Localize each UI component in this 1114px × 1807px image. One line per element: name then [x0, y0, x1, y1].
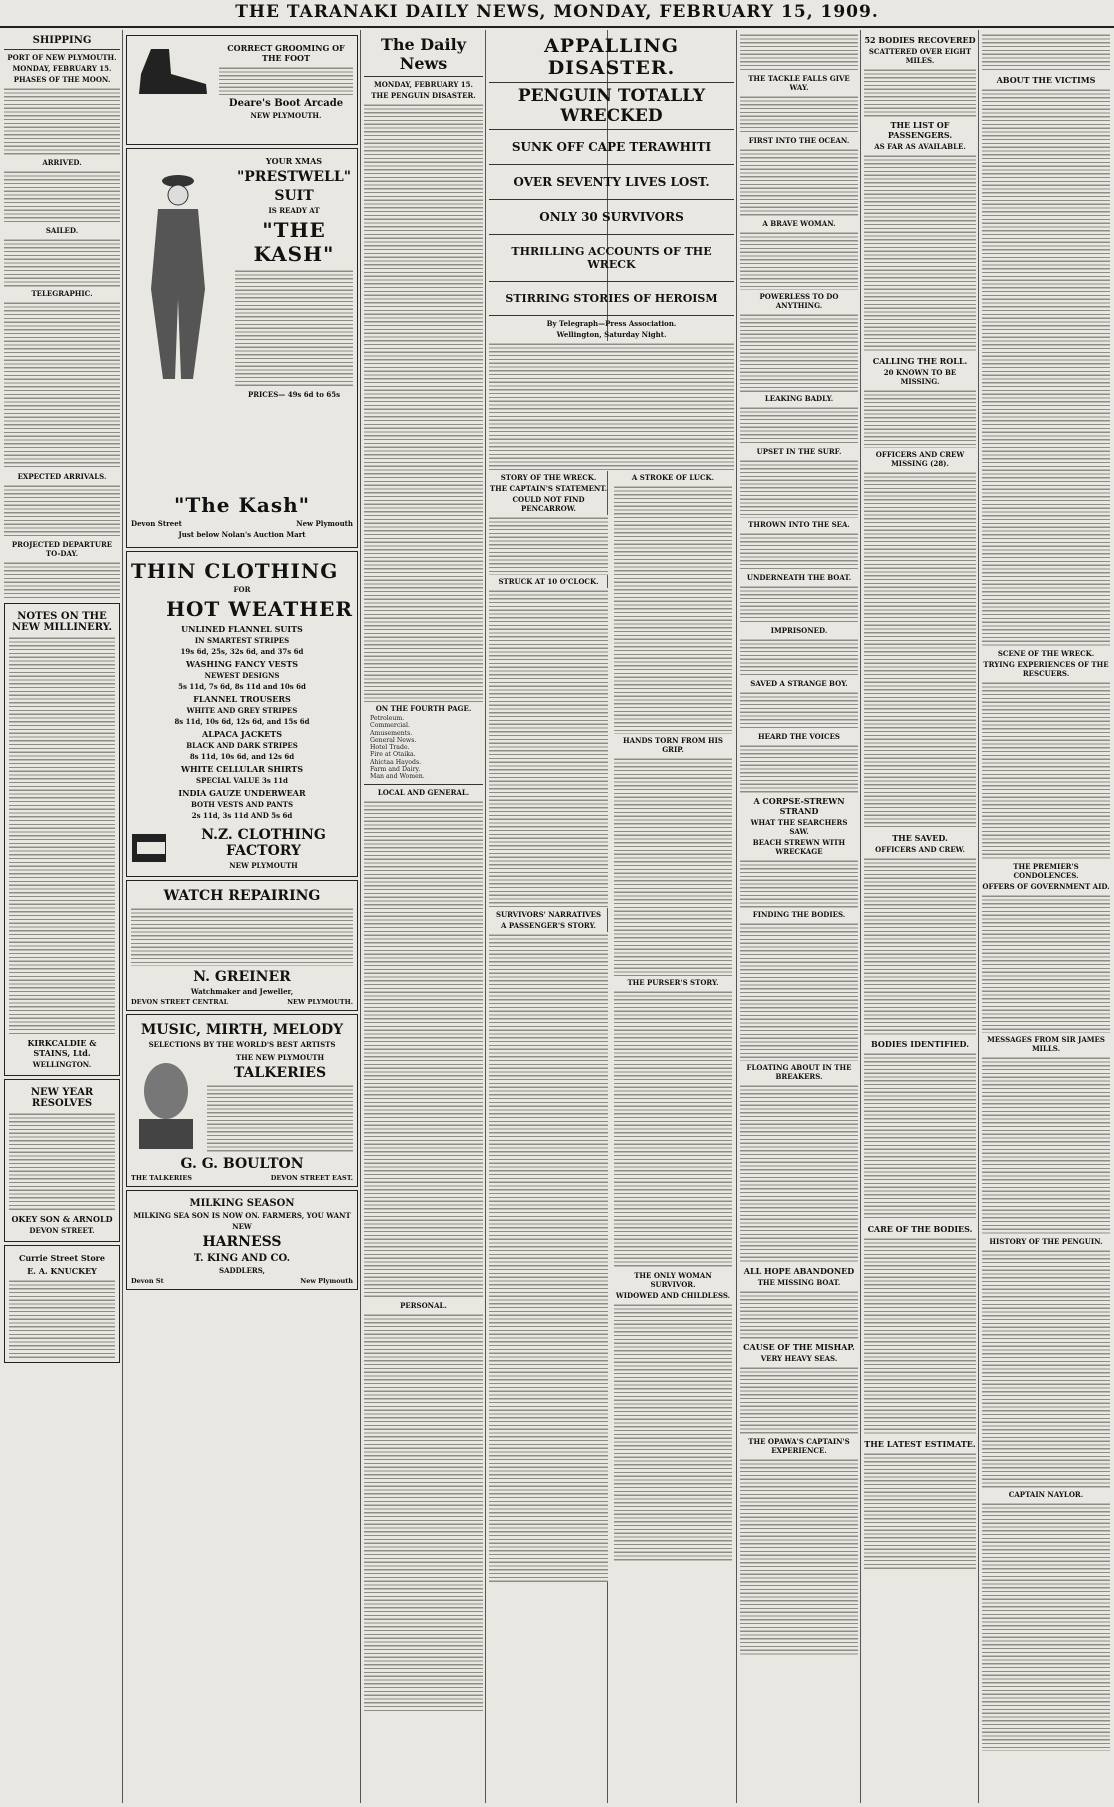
column-rule: [485, 30, 486, 1803]
subheading: SELECTIONS BY THE WORLD'S BEST ARTISTS: [148, 1040, 336, 1049]
divider: [364, 784, 483, 785]
text-block: [864, 856, 976, 1036]
column-shipping: [4, 32, 120, 1801]
item-sub: BOTH VESTS AND PANTS: [190, 800, 294, 809]
list-item: Commercial.: [370, 722, 410, 730]
paper-title: The Daily News: [381, 35, 466, 73]
text-block: [4, 483, 120, 538]
subheading: PERSONAL.: [400, 1300, 447, 1310]
column-rule: [736, 30, 737, 1803]
list-item: General News.: [370, 736, 417, 744]
headline: CARE OF THE BODIES.: [867, 1224, 973, 1234]
item-heading: FLANNEL TROUSERS: [193, 694, 291, 704]
item-sub: BLACK AND DARK STRIPES: [186, 741, 298, 750]
subheading: PRICES— 49s 6d to 65s: [247, 390, 341, 399]
item-price: 8s 11d, 10s 6d, and 12s 6d: [189, 752, 295, 761]
text-block: [740, 743, 858, 793]
subheading: THE PURSER'S STORY.: [627, 978, 719, 987]
text-block: [740, 637, 858, 677]
item-heading: UNLINED FLANNEL SUITS: [181, 624, 303, 634]
ad-heading: TALKERIES: [233, 1065, 327, 1081]
subheading: 20 KNOWN TO BE MISSING.: [883, 368, 957, 386]
millinery-ad: [4, 603, 120, 1076]
thin-clothing-ad: [126, 551, 358, 877]
subheading: SCATTERED OVER EIGHT MILES.: [868, 47, 972, 65]
text-block: [740, 405, 858, 445]
divider: [364, 76, 483, 77]
suit-ad: [126, 148, 358, 548]
subheading: FIRST INTO THE OCEAN.: [748, 136, 850, 145]
column-victims: [982, 32, 1110, 1801]
subheading: A STROKE OF LUCK.: [631, 473, 715, 482]
ad-heading: CORRECT GROOMING OF THE FOOT: [227, 43, 345, 63]
text-block: [864, 1051, 976, 1221]
text-block: [740, 230, 858, 290]
text-block: [740, 690, 858, 730]
section-heading: SHIPPING: [32, 35, 92, 46]
text-block: [864, 388, 976, 448]
text-block: [364, 102, 483, 702]
subheading: OFFICERS AND CREW.: [875, 845, 965, 854]
list-item: Petroleum.: [370, 715, 405, 722]
subheading: THE MISSING BOAT.: [757, 1278, 841, 1287]
item-sub: SPECIAL VALUE 3s 11d: [196, 776, 288, 785]
text-block: [982, 893, 1110, 1033]
text-block: [740, 858, 858, 908]
subheading: SAILED.: [45, 226, 79, 235]
harness-ad: [126, 1190, 358, 1290]
dateline: Wellington, Saturday Night.: [556, 330, 667, 339]
ad-heading: "THE KASH": [253, 218, 335, 266]
list-item: Hotel Trade.: [370, 744, 410, 752]
subheading: NEW PLYMOUTH: [229, 861, 298, 870]
text-block: [864, 1451, 976, 1571]
subheading: THE PENGUIN DISASTER.: [371, 91, 476, 100]
subheading: MILKING SEA SON IS NOW ON. FARMERS, YOU WANT: [133, 1211, 351, 1220]
headline: THE LIST OF PASSENGERS.: [887, 120, 953, 140]
subheading: WHAT THE SEARCHERS SAW.: [750, 818, 848, 836]
text-block: [740, 1457, 858, 1657]
text-block: [235, 268, 353, 388]
headline: ONLY 30 SURVIVORS: [539, 210, 684, 224]
ad-heading: HOT WEATHER: [166, 597, 353, 621]
item-price: 5s 11d, 7s 6d, 8s 11d and 10s 6d: [178, 682, 306, 691]
text-block: [207, 1083, 353, 1153]
subheading: IMPRISONED.: [770, 626, 828, 635]
subheading: FLOATING ABOUT IN THE BREAKERS.: [746, 1063, 852, 1081]
subheading: PHASES OF THE MOON.: [13, 75, 111, 84]
subheading: NEW PLYMOUTH.: [250, 111, 322, 120]
item-sub: WHITE AND GREY STRIPES: [186, 706, 298, 715]
boot-ad: [126, 35, 358, 145]
text-block: [4, 300, 120, 470]
fourth-page-list: [364, 715, 483, 781]
text-block: [864, 153, 976, 353]
subheading: POWERLESS TO DO ANYTHING.: [759, 292, 839, 310]
subheading: LEAKING BADLY.: [764, 394, 834, 403]
column-ads: [126, 32, 358, 1801]
address: Devon Street: [131, 519, 182, 528]
subheading: COULD NOT FIND PENCARROW.: [512, 495, 585, 513]
ad-heading: "PRESTWELL": [236, 169, 352, 185]
text-block: [4, 169, 120, 224]
ad-heading: "The Kash": [173, 493, 311, 517]
text-block: [740, 94, 858, 134]
ad-heading: G. G. BOULTON: [180, 1156, 304, 1172]
column-editorial: [364, 32, 483, 1801]
subheading: HEARD THE VOICES: [758, 732, 840, 741]
subheading: SCENE OF THE WRECK.: [997, 649, 1095, 658]
headline: PENGUIN TOTALLY WRECKED: [517, 86, 706, 126]
text-block: [489, 515, 608, 575]
subheading: THE PREMIER'S CONDOLENCES.: [1013, 862, 1079, 880]
subheading: SURVIVORS' NARRATIVES: [495, 910, 602, 919]
headline: APPALLING DISASTER.: [544, 35, 679, 79]
subheading: ARRIVED.: [42, 158, 82, 167]
subheading: WELLINGTON.: [32, 1060, 92, 1069]
subheading: A BRAVE WOMAN.: [762, 219, 836, 228]
text-block: [740, 921, 858, 1061]
ad-heading: OKEY SON & ARNOLD: [11, 1214, 113, 1224]
text-block: [740, 32, 858, 72]
headline: ABOUT THE VICTIMS: [996, 75, 1096, 85]
subheading: LOCAL AND GENERAL.: [377, 787, 470, 797]
subheading: MESSAGES FROM SIR JAMES MILLS.: [987, 1035, 1105, 1053]
ad-heading: T. KING AND CO.: [193, 1253, 291, 1264]
item-heading: WASHING FANCY VESTS: [185, 659, 299, 669]
subheading: ON THE FOURTH PAGE.: [375, 704, 472, 713]
ad-heading: MILKING SEASON: [189, 1198, 295, 1209]
headline: STIRRING STORIES OF HEROISM: [505, 292, 718, 305]
talkeries-ad: [126, 1014, 358, 1187]
ad-heading: THIN CLOTHING: [131, 559, 339, 583]
subheading: THE NEW PLYMOUTH: [235, 1053, 325, 1062]
text-block: [489, 932, 608, 1582]
ad-heading: N. GREINER: [193, 969, 291, 985]
text-block: [740, 312, 858, 392]
list-item: Ahictaa Hayods.: [370, 758, 422, 766]
subheading: UPSET IN THE SURF.: [756, 447, 842, 456]
ad-heading: MUSIC, MIRTH, MELODY: [140, 1022, 344, 1038]
list-item: Farm and Dairy.: [370, 766, 421, 774]
address: New Plymouth: [300, 1277, 353, 1285]
text-block: [4, 237, 120, 287]
address: New Plymouth: [296, 519, 353, 528]
column-rule: [122, 30, 123, 1803]
store-ad: [4, 1245, 120, 1363]
subheading: A PASSENGER'S STORY.: [500, 921, 596, 930]
text-block: [9, 1111, 115, 1211]
text-block: [9, 1278, 115, 1358]
subheading: SADDLERS,: [219, 1266, 265, 1275]
subheading: Just below Nolan's Auction Mart: [178, 530, 306, 539]
headline: 52 BODIES RECOVERED: [864, 35, 976, 45]
story-left: [489, 471, 608, 1582]
headline: THE LATEST ESTIMATE.: [864, 1439, 976, 1449]
item-heading: ALPACA JACKETS: [202, 729, 282, 739]
text-block: [740, 458, 858, 518]
text-block: [982, 1501, 1110, 1751]
subheading: SAVED A STRANGE BOY.: [750, 679, 848, 688]
subheading: EXPECTED ARRIVALS.: [17, 472, 107, 481]
subheading: VERY HEAVY SEAS.: [760, 1354, 838, 1363]
subheading: IS READY AT: [268, 206, 320, 215]
portrait-illustration: [131, 1051, 201, 1151]
man-in-suit-illustration: [133, 169, 223, 389]
text-block: [740, 584, 858, 624]
text-block: [740, 531, 858, 571]
item-sub: NEWEST DESIGNS: [204, 671, 280, 680]
text-block: [9, 635, 115, 1035]
headline: ALL HOPE ABANDONED: [743, 1266, 855, 1276]
column-rule: [860, 30, 861, 1803]
column-wreck-accounts: [612, 32, 734, 1801]
subheading: Watchmaker and Jeweller,: [190, 987, 294, 996]
subheading: NEW: [232, 1222, 252, 1231]
text-block: [864, 470, 976, 830]
item-price: 19s 6d, 25s, 32s 6d, and 37s 6d: [180, 647, 304, 656]
text-block: [364, 1312, 483, 1712]
subheading: THE OPAWA'S CAPTAIN'S EXPERIENCE.: [748, 1437, 850, 1455]
subheading: TELEGRAPHIC.: [31, 289, 93, 298]
divider: [4, 49, 120, 50]
subheading: DEVON STREET.: [29, 1226, 95, 1235]
subheading: STORY OF THE WRECK.: [500, 473, 597, 482]
subheading: THE ONLY WOMAN SURVIVOR.: [634, 1271, 712, 1289]
ad-heading: HARNESS: [202, 1234, 282, 1250]
item-heading: WHITE CELLULAR SHIRTS: [181, 764, 303, 774]
text-block: [864, 67, 976, 117]
boot-illustration: [131, 44, 211, 99]
subheading: TRYING EXPERIENCES OF THE RESCUERS.: [983, 660, 1109, 678]
address: NEW PLYMOUTH.: [287, 998, 353, 1006]
subheading: THE TACKLE FALLS GIVE WAY.: [748, 74, 850, 92]
text-block: [982, 1248, 1110, 1488]
column-rule: [978, 30, 979, 1803]
text-block: [740, 1365, 858, 1435]
headline: THE SAVED.: [892, 833, 948, 843]
text-block: [740, 1289, 858, 1339]
subheading: WIDOWED AND CHILDLESS.: [615, 1291, 731, 1300]
headline: CALLING THE ROLL.: [872, 356, 968, 366]
subheading: MONDAY, FEBRUARY 15.: [374, 80, 473, 89]
text-block: [4, 86, 120, 156]
ad-heading: YOUR XMAS: [265, 156, 323, 166]
ad-heading: N.Z. CLOTHING FACTORY: [201, 827, 326, 859]
watch-ad: [126, 880, 358, 1011]
subheading: THROWN INTO THE SEA.: [748, 520, 850, 529]
ad-heading: NOTES ON THE NEW MILLINERY.: [11, 611, 113, 633]
subheading: OFFICERS AND CREW MISSING (28).: [875, 450, 965, 468]
text-block: [982, 87, 1110, 647]
subheading: OFFERS OF GOVERNMENT AID.: [982, 882, 1110, 891]
list-item: Fire at Otaika.: [370, 751, 416, 759]
masthead: THE TARANAKI DAILY NEWS, MONDAY, FEBRUARY 15, 1909.: [0, 0, 1114, 28]
ad-heading: WATCH REPAIRING: [163, 888, 321, 904]
headline: THRILLING ACCOUNTS OF THE WRECK: [511, 245, 712, 271]
address: THE TALKERIES: [131, 1174, 192, 1182]
text-block: [131, 906, 353, 966]
text-block: [982, 1055, 1110, 1235]
headline: CAUSE OF THE MISHAP.: [743, 1342, 855, 1352]
address: DEVON STREET CENTRAL: [131, 998, 229, 1006]
new-year-ad: [4, 1079, 120, 1242]
text-block: [982, 32, 1110, 72]
ad-heading: Deare's Boot Arcade: [228, 98, 344, 109]
byline: By Telegraph—Press Association.: [546, 319, 677, 328]
text-block: [219, 65, 353, 95]
text-block: [864, 1236, 976, 1436]
text-block: [740, 147, 858, 217]
text-block: [4, 560, 120, 600]
list-item: Amusements.: [370, 729, 413, 737]
headline: BODIES IDENTIFIED.: [871, 1039, 969, 1049]
headline: A CORPSE-STREWN STRAND: [753, 796, 845, 816]
ad-heading: E. A. KNUCKEY: [27, 1266, 97, 1276]
address: Devon St: [131, 1277, 164, 1285]
headline: OVER SEVENTY LIVES LOST.: [513, 175, 710, 189]
subheading: AS FAR AS AVAILABLE.: [874, 142, 966, 151]
subheading: FINDING THE BODIES.: [752, 910, 846, 919]
list-item: Man and Women.: [370, 773, 425, 781]
hb-logo: [131, 833, 166, 863]
ad-heading: KIRKCALDIE & STAINS, Ltd.: [27, 1038, 97, 1058]
ad-heading: Currie Street Store: [19, 1253, 105, 1263]
column-rule: [360, 30, 361, 1803]
subheading: FOR: [233, 585, 251, 594]
subheading: BEACH STREWN WITH WRECKAGE: [752, 838, 846, 856]
subheading: HANDS TORN FROM HIS GRIP.: [623, 736, 723, 754]
text-block: [740, 1083, 858, 1263]
subheading: CAPTAIN NAYLOR.: [1008, 1490, 1084, 1499]
ad-heading: SUIT: [274, 188, 314, 204]
item-price: 8s 11d, 10s 6d, 12s 6d, and 15s 6d: [174, 717, 310, 726]
text-block: [982, 680, 1110, 860]
subheading: PORT OF NEW PLYMOUTH.: [7, 53, 117, 62]
item-sub: IN SMARTEST STRIPES: [194, 636, 290, 645]
text-block: [489, 588, 608, 908]
item-price: 2s 11d, 3s 11d AND 5s 6d: [191, 811, 293, 820]
column-narratives: [740, 32, 858, 1801]
subheading: STRUCK AT 10 O'CLOCK.: [498, 577, 599, 586]
column-lists: [864, 32, 976, 1801]
subheading: UNDERNEATH THE BOAT.: [746, 573, 852, 582]
item-heading: INDIA GAUZE UNDERWEAR: [178, 788, 306, 798]
headline: SUNK OFF CAPE TERAWHITI: [511, 140, 712, 154]
subheading: THE CAPTAIN'S STATEMENT.: [489, 484, 608, 493]
subheading: HISTORY OF THE PENGUIN.: [989, 1237, 1103, 1246]
subheading: PROJECTED DEPARTURE TO-DAY.: [11, 540, 113, 558]
ad-heading: NEW YEAR RESOLVES: [30, 1087, 94, 1109]
subheading: MONDAY, FEBRUARY 15.: [12, 64, 112, 73]
text-block: [364, 799, 483, 1299]
address: DEVON STREET EAST.: [270, 1174, 353, 1182]
